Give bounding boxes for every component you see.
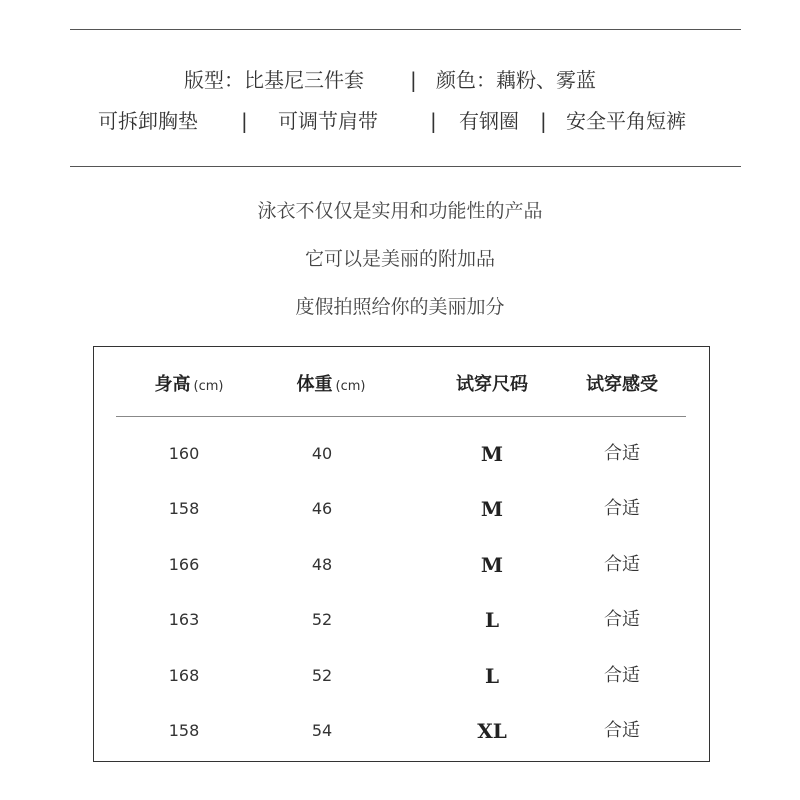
header-size: 试穿尺码 <box>456 374 528 395</box>
slogan-line-2: 它可以是美丽的附加品 <box>304 248 495 270</box>
cell-weight: 54 <box>311 721 333 740</box>
slogan-line-3: 度假拍照给你的美丽加分 <box>295 296 505 318</box>
cell-height: 168 <box>168 666 200 685</box>
separator: | <box>410 68 417 92</box>
slogan-line-1: 泳衣不仅仅是实用和功能性的产品 <box>257 200 543 222</box>
cell-weight: 52 <box>311 666 333 685</box>
cell-weight: 46 <box>311 499 333 518</box>
cell-feel: 合适 <box>604 443 640 464</box>
table-row <box>0 711 800 751</box>
cell-weight: 48 <box>311 555 333 574</box>
cell-size: L <box>484 608 500 632</box>
cell-weight: 40 <box>311 444 333 463</box>
table-row <box>0 656 800 696</box>
header-rule <box>116 416 686 417</box>
separator: | <box>241 109 248 133</box>
table-row <box>0 489 800 529</box>
cell-size: M <box>480 553 504 577</box>
feature-safety-shorts: 安全平角短裤 <box>566 109 686 133</box>
cell-weight: 52 <box>311 610 333 629</box>
style-label: 版型：比基尼三件套 <box>184 68 364 92</box>
cell-feel: 合适 <box>604 498 640 519</box>
cell-feel: 合适 <box>604 665 640 686</box>
color-label: 颜色：藕粉、雾蓝 <box>436 68 596 92</box>
table-row <box>0 545 800 585</box>
cell-size: XL <box>477 719 507 743</box>
cell-size: M <box>480 497 504 521</box>
bottom-divider <box>70 166 741 167</box>
separator: | <box>540 109 547 133</box>
header-weight-label: 体重 <box>296 374 333 395</box>
header-height <box>134 370 244 400</box>
cell-height: 160 <box>168 444 200 463</box>
cell-feel: 合适 <box>604 609 640 630</box>
header-feel: 试穿感受 <box>586 374 658 395</box>
separator: | <box>430 109 437 133</box>
feature-underwire: 有钢圈 <box>459 109 519 133</box>
spec-line-style-color <box>0 62 800 98</box>
cell-height: 166 <box>168 555 200 574</box>
spec-line-features <box>0 103 800 139</box>
table-row <box>0 434 800 474</box>
header-height-label: 身高 <box>154 374 191 395</box>
cell-size: M <box>480 442 504 466</box>
cell-feel: 合适 <box>604 554 640 575</box>
table-row <box>0 600 800 640</box>
header-weight <box>276 370 386 400</box>
cell-height: 158 <box>168 499 200 518</box>
cell-size: L <box>484 664 500 688</box>
top-divider <box>70 29 741 30</box>
feature-adjustable-straps: 可调节肩带 <box>278 109 378 133</box>
feature-removable-pads: 可拆卸胸垫 <box>98 109 198 133</box>
cell-feel: 合适 <box>604 720 640 741</box>
header-weight-unit: (cm) <box>335 379 366 394</box>
header-height-unit: (cm) <box>193 379 224 394</box>
cell-height: 163 <box>168 610 200 629</box>
cell-height: 158 <box>168 721 200 740</box>
